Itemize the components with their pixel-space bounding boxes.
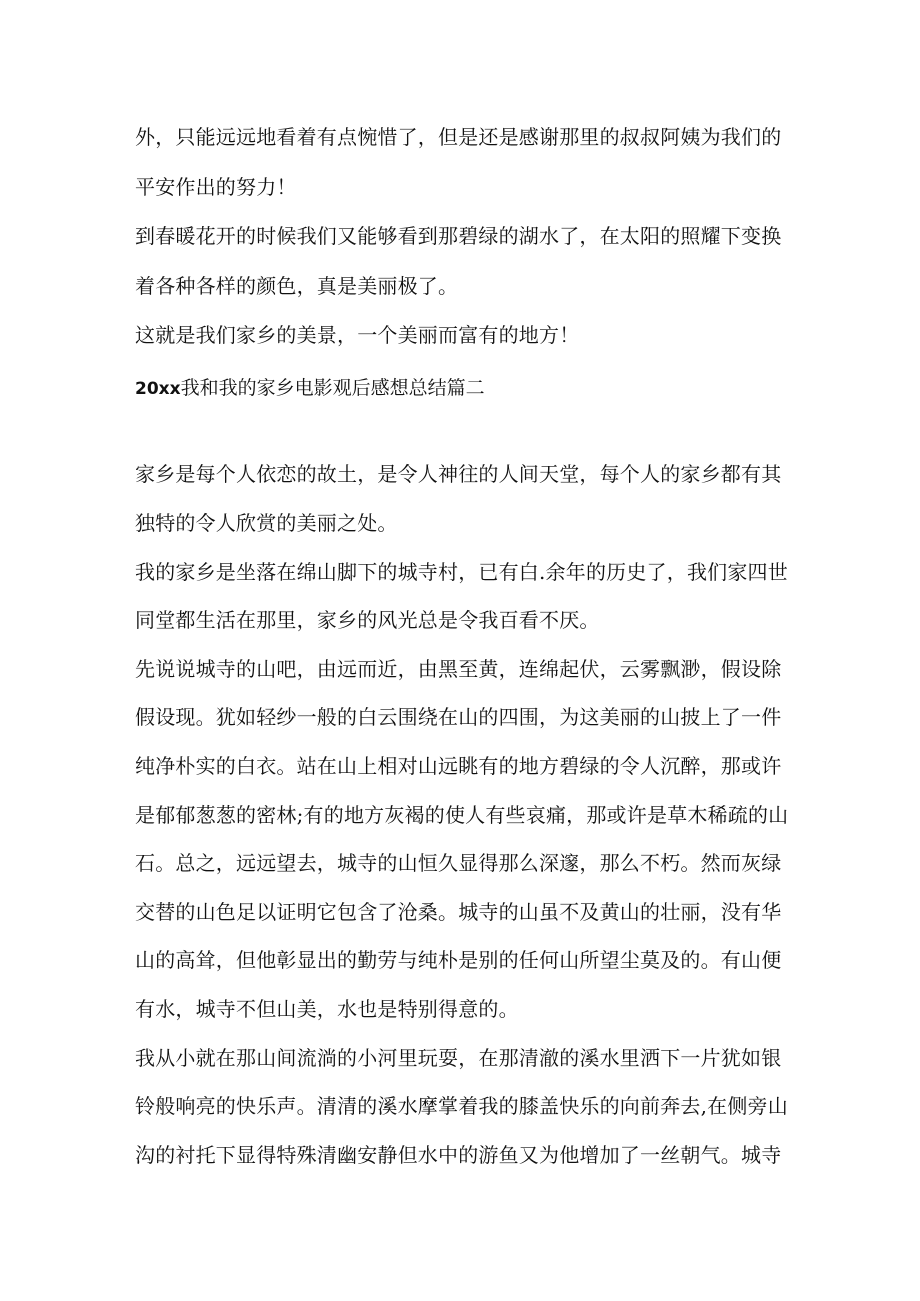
paragraph-line: 沟的衬托下显得特殊清幽安静但水中的游鱼又为他增加了一丝朝气。城寺 [135,1143,782,1167]
paragraph-line: 着各种各样的颜色，真是美丽极了。 [135,274,459,298]
paragraph-line: 我的家乡是坐落在绵山脚下的城寺村，已有白.余年的历史了，我们家四世 [135,560,788,584]
paragraph-line: 铃般响亮的快乐声。清清的溪水摩掌着我的膝盖快乐的向前奔去,在侧旁山 [135,1094,788,1118]
paragraph-line: 同堂都生活在那里，家乡的风光总是令我百看不厌。 [135,608,600,632]
paragraph-line: 到春暖花开的时候我们又能够看到那碧绿的湖水了，在太阳的照耀下变换 [135,224,782,248]
paragraph-line: 山的高耸，但他彰显出的勤劳与纯朴是别的任何山所望尘莫及的。有山便 [135,948,782,972]
paragraph-line: 独特的令人欣赏的美丽之处。 [135,511,398,535]
heading-text: 我和我的家乡电影观后感想总结篇二 [180,377,485,399]
paragraph-line: 交替的山色足以证明它包含了沧桑。城寺的山虽不及黄山的壮丽，没有华 [135,900,782,924]
section-heading [135,374,485,403]
paragraph-line: 有水，城寺不但山美，水也是特别得意的。 [135,997,519,1021]
paragraph-line: 纯净朴实的白衣。站在山上相对山远眺有的地方碧绿的令人沉醉，那或许 [135,754,782,778]
paragraph-line: 我从小就在那山间流淌的小河里玩耍，在那清澈的溪水里洒下一片犹如银 [135,1046,782,1070]
paragraph-line: 石。总之，远远望去，城寺的山恒久显得那么深邃，那么不朽。然而灰绿 [135,851,782,875]
paragraph-line: 平安作出的努力！ [135,175,297,199]
paragraph-line: 假设现。犹如轻纱一般的白云围绕在山的四围，为这美丽的山披上了一件 [135,705,782,729]
paragraph-line: 外，只能远远地看着有点惋惜了，但是还是感谢那里的叔叔阿姨为我们的 [135,125,782,149]
heading-number: 20xx [135,379,181,399]
paragraph-line: 是郁郁葱葱的密林;有的地方灰褐的使人有些哀痛，那或许是草木稀疏的山 [135,803,789,827]
paragraph-line: 家乡是每个人依恋的故土，是令人神往的人间天堂，每个人的家乡都有其 [135,462,782,486]
paragraph-line: 这就是我们家乡的美景，一个美丽而富有的地方！ [135,323,580,347]
paragraph-line: 先说说城寺的山吧，由远而近，由黑至黄，连绵起伏，云雾飘渺，假设除 [135,657,782,681]
